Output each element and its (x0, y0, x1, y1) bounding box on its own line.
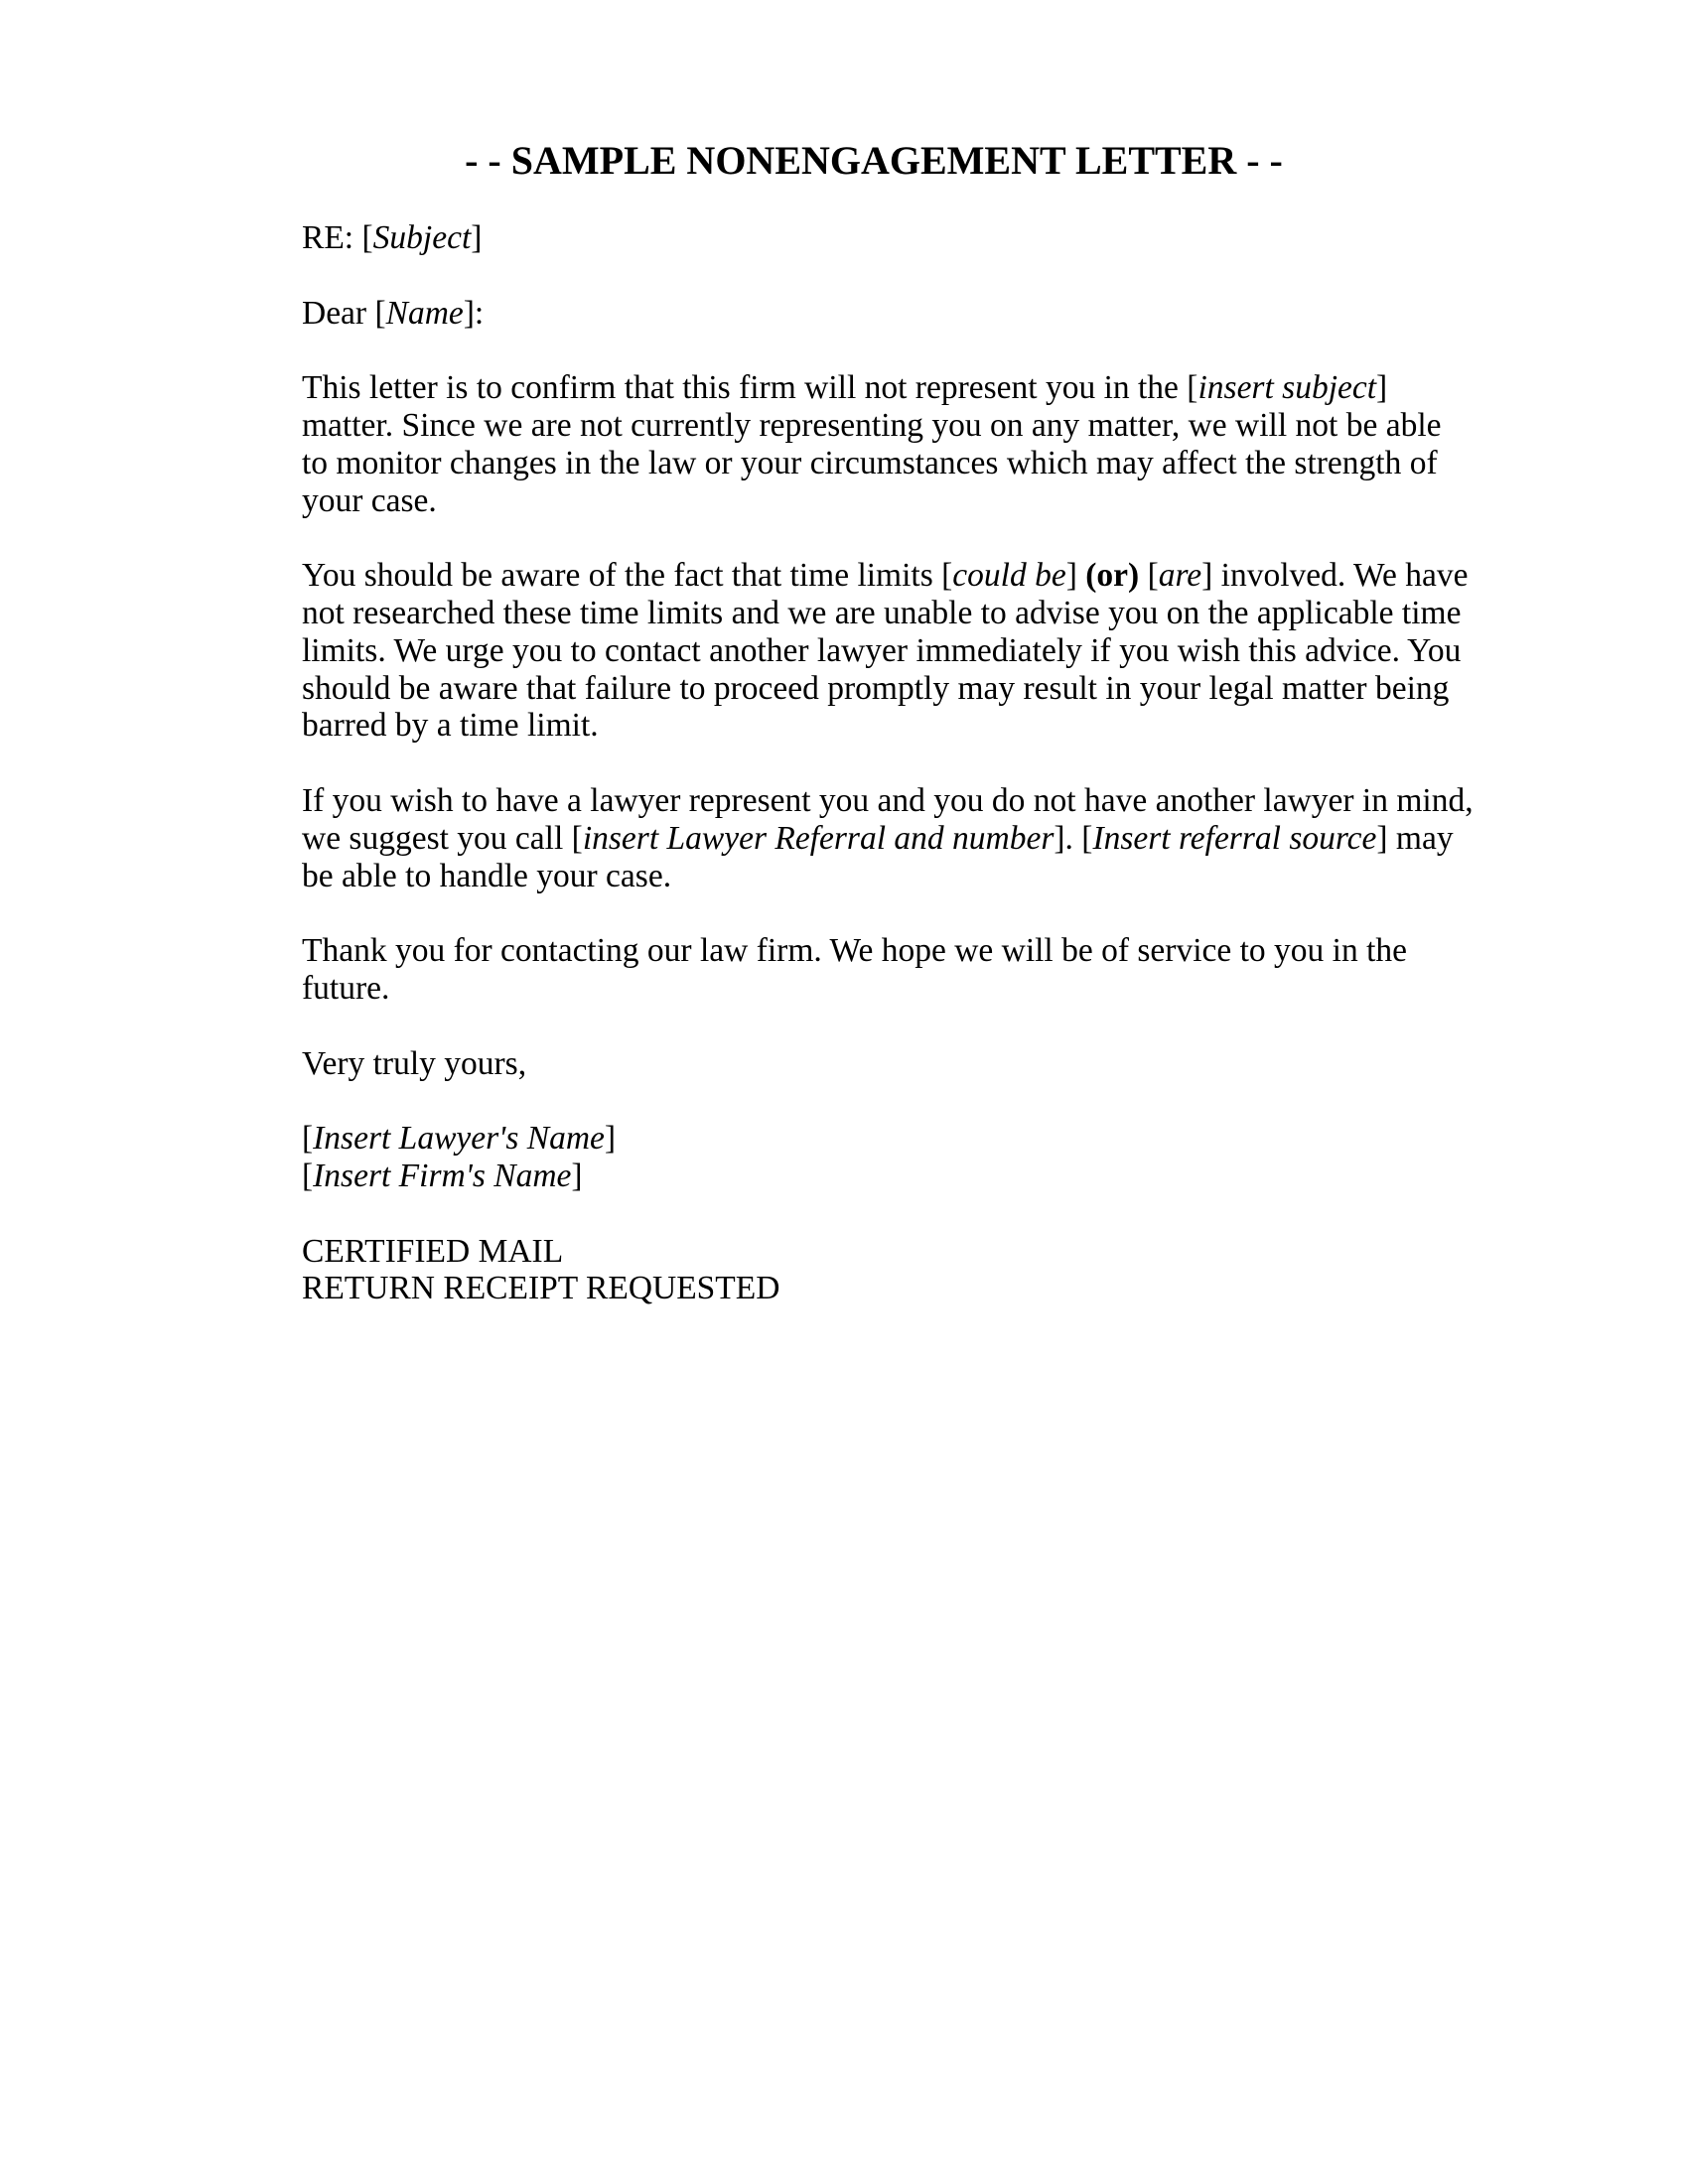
paragraph-line: future. (302, 969, 390, 1007)
paragraph-referral (302, 782, 1474, 894)
lawyer-referral-placeholder: insert Lawyer Referral and number (582, 819, 1055, 857)
text-run: ] (604, 1120, 617, 1158)
paragraph-line (302, 557, 1474, 595)
are-placeholder: are (1158, 557, 1202, 595)
or-label: (or) (1085, 557, 1140, 595)
text-run: [ (302, 1120, 314, 1158)
lawyer-name-placeholder: Insert Lawyer's Name (313, 1120, 605, 1158)
closing: Very truly yours, (302, 1044, 527, 1082)
salutation-prefix: Dear [ (302, 294, 386, 332)
firm-name-placeholder: Insert Firm's Name (313, 1157, 572, 1194)
paragraph-time-limits (302, 557, 1474, 745)
re-subject: Subject (372, 219, 472, 256)
referral-source-placeholder: Insert referral source (1092, 819, 1377, 857)
paragraph-line: your case. (302, 481, 437, 519)
text-run: ]. [ (1054, 819, 1093, 857)
paragraph-line: Thank you for contacting our law firm. We hope we will be of service to you in the (302, 932, 1408, 970)
re-line (302, 219, 1474, 257)
firm-name-line (302, 1158, 1474, 1195)
letter-body (302, 219, 1474, 1345)
certified-mail-line: CERTIFIED MAIL (302, 1232, 564, 1270)
paragraph-line: to monitor changes in the law or your circumstances which may affect the strength of (302, 444, 1438, 481)
text-run: ] may (1376, 819, 1454, 857)
text-run: ] (571, 1157, 583, 1194)
text-run: ] (1065, 557, 1086, 595)
signature-block (302, 1120, 1474, 1195)
salutation-suffix: ]: (463, 294, 485, 332)
document-title: - - SAMPLE NONENGAGEMENT LETTER - - (465, 138, 1283, 183)
paragraph-line: be able to handle your case. (302, 857, 672, 894)
paragraph-confirmation (302, 369, 1474, 519)
paragraph-line: not researched these time limits and we are unable to advise you on the applicable time (302, 594, 1462, 631)
paragraph-line: barred by a time limit. (302, 707, 599, 745)
text-run: [ (302, 1157, 314, 1194)
salutation-name: Name (385, 294, 464, 332)
mailing-notation (302, 1233, 1474, 1308)
paragraph-line: matter. Since we are not currently representing you on any matter, we will not be able (302, 406, 1442, 444)
could-be-placeholder: could be (952, 557, 1066, 595)
salutation (302, 295, 1474, 333)
paragraph-line: should be aware that failure to proceed promptly may result in your legal matter being (302, 669, 1450, 707)
re-prefix: RE: [ (302, 219, 373, 256)
paragraph-thanks (302, 932, 1474, 1008)
text-run: ] (1376, 369, 1388, 407)
paragraph-line (302, 820, 1474, 858)
insert-subject-placeholder: insert subject (1197, 369, 1377, 407)
text-run: [ (1139, 557, 1159, 595)
text-run: This letter is to confirm that this firm will not represent you in the [ (302, 369, 1198, 407)
paragraph-line: limits. We urge you to contact another lawyer immediately if you wish this advice. You (302, 631, 1462, 669)
return-receipt-line: RETURN RECEIPT REQUESTED (302, 1270, 780, 1307)
text-run: ] involved. We have (1201, 557, 1469, 595)
re-suffix: ] (471, 219, 483, 256)
lawyer-name-line (302, 1120, 1474, 1158)
text-run: we suggest you call [ (302, 819, 583, 857)
paragraph-line (302, 369, 1474, 407)
paragraph-line: If you wish to have a lawyer represent you and you do not have another lawyer in mind, (302, 781, 1474, 819)
text-run: You should be aware of the fact that time limits [ (302, 557, 953, 595)
